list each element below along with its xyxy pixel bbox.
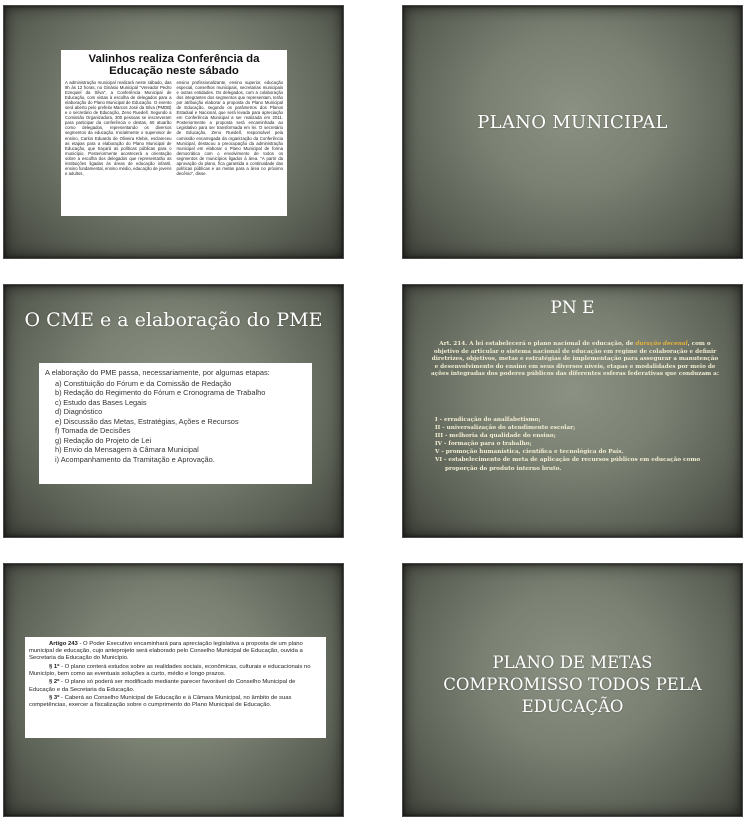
title-line: COMPROMISSO TODOS PELA: [443, 675, 702, 694]
article-214-text: [429, 341, 721, 379]
list-item: III - melhoria da qualidade do ensino;: [435, 433, 556, 440]
slide-6-thumbnail[interactable]: [402, 563, 743, 817]
pne-goals-list: [435, 416, 725, 473]
paragraph-text: - Caberá ao Conselho Municipal de Educação e à Câmara Municipal, no âmbito de suas competências, exercer a fiscalização sobre o cumprimento do Plano Municipal de Educação.: [29, 695, 292, 709]
slide-3-thumbnail[interactable]: [3, 284, 344, 538]
paragraph-2: [29, 679, 322, 693]
article-text-end: , com o objetivo de articular o sistema nacional de educação em regime de colaboração e definir diretrizes, objetivos, metas e estratégias de implementação para assegurar a manutenção e desenvolvimento do ensino em seus diversos níveis, etapas e modalidades por meio de ações integradas dos poderes públicos das diferentes esferas federativas que conduzam a:: [431, 341, 719, 378]
list-item: g) Redação do Projeto de Lei: [55, 435, 152, 445]
list-item: e) Discussão das Metas, Estratégias, Ações e Recursos: [55, 416, 239, 426]
article-label: Artigo 243: [49, 641, 78, 647]
paragraph-3: [29, 695, 322, 709]
title-line: EDUCAÇÃO: [521, 697, 624, 716]
paragraph-label: § 1º: [49, 663, 60, 670]
paragraph-text: - O plano conterá estudos sobre as realidades sociais, econômicas, culturais e educacionais no Município, bem como as eventuais soluções a curto, médio e longo prazos.: [29, 663, 311, 677]
list-item: b) Redação do Regimento do Fórum e Cronograma de Trabalho: [55, 388, 266, 398]
article-text: - O Poder Executivo encaminhará para apreciação legislativa a proposta de um plano municipal de educação, cujo anteprojeto será elaborado pelo Conselho Municipal de Educação, ouvida a Secretaria da Educação do Município.: [29, 641, 303, 662]
list-item: f) Tomada de Decisões: [55, 426, 131, 436]
slide-1-thumbnail[interactable]: [3, 5, 344, 259]
list-item: c) Estudo das Bases Legais: [55, 397, 147, 407]
list-item: h) Envio da Mensagem à Câmara Municipal: [55, 445, 199, 455]
list-item: I - erradicação do analfabetismo;: [435, 417, 541, 423]
paragraph-label: § 2º: [49, 679, 60, 686]
clipping-column-2: ensino profissionalizante, ensino superior, educação especial, conselhos municipais, secretarias municipais e outras entidades. Os delegados, com a colaboração dos integrantes dos segmentos que representam, terão por atribuição elaborar a proposta do Plano Municipal de Educação, segundo os parâmetros dos Planos Estadual e Nacional, que será levada para apreciação em Conferência Municipal a ser realizada em 2011. Posteriormente a proposta será encaminhada ao Legislativo para ser transformada em lei. O secretário de Educação, Zeno Ruedell, responsável pela comissão encarregada da organização da Conferência Municipal, destacou a preocupação da administração municipal em elaborar o Plano Municipal de forma democrática com o envolvimento de todos os segmentos de municípios ligados à área. "A partir da aprovação do plano, fica garantida a continuidade das políticas públicas e as metas para a área no próximo decênio", disse.: [176, 80, 283, 176]
clipping-headline: Valinhos realiza Conferência da Educação neste sábado: [88, 53, 260, 77]
stages-intro: A elaboração do PME passa, necessariamente, por algumas etapas:: [45, 368, 270, 377]
slide-5-thumbnail[interactable]: [3, 563, 344, 817]
stages-list: [45, 379, 306, 464]
newspaper-clipping: [61, 50, 287, 216]
list-item: d) Diagnóstico: [55, 407, 103, 417]
list-item: II - universalização do atendimento escolar;: [435, 425, 576, 432]
stages-box: [39, 363, 312, 484]
list-item: IV - formação para o trabalho;: [435, 441, 532, 448]
slide-title: PLANO MUNICIPAL: [477, 112, 668, 133]
slide-title: [403, 652, 742, 718]
article-text-start: Art. 214. A lei estabelecerá o plano nacional de educação, de: [439, 341, 636, 347]
title-line: PLANO DE METAS: [492, 653, 653, 672]
list-item: V - promoção humanística, científica e tecnológica do País.: [435, 449, 624, 456]
slide-2-thumbnail[interactable]: [402, 5, 743, 259]
paragraph-1: [29, 664, 322, 678]
list-item: VI - estabelecimento de meta de aplicação de recursos públicos em educação como proporção do produto interno bruto.: [435, 457, 701, 472]
clipping-column-1: A administração municipal realizará neste sábado, das 8h às 12 horas, no Ginásio Municipal "Vereador Pedro Ezequiel da Silva", a Conferência Municipal de Educação, com vistas à escolha de delegados para a elaboração do Plano Municipal de Educação. O evento será aberto pelo prefeito Marcos José da Silva (PMDB) e o secretário de Educação, Zeno Ruedell. Segundo a Comissão Organizadora, 300 pessoas se inscreveram para participar da conferência e destas, 60 atuarão como delegados, representando os diversos segmentos da educação. Inicialmente o supervisor de ensino, Carlos Eduardo de Oliveira Klebis, esclareceu as etapas para a elaboração do Plano Municipal de Educação, que traçará as políticas públicas para o município. Posteriormente acontecerá a orientação sobre a escolha dos delegados que representarão as instituições ligadas às áreas de educação infantil, ensino fundamental, ensino médio, educação de jovens e adultos,: [65, 80, 172, 176]
list-item: a) Constituição do Fórum e da Comissão de Redação: [55, 379, 232, 388]
paragraph-text: - O plano só poderá ser modificado mediante parecer favorável do Conselho Municipal de Educação e da Secretaria da Educação.: [29, 679, 296, 693]
paragraph-label: § 3º: [49, 695, 60, 702]
slide-4-thumbnail[interactable]: [402, 284, 743, 538]
article-paragraph: [29, 641, 322, 662]
slide-title: PN E: [550, 298, 595, 318]
list-item: i) Acompanhamento da Tramitação e Aprovação.: [55, 454, 215, 464]
slide-title: O CME e a elaboração do PME: [24, 309, 323, 331]
article-243-box: [25, 637, 326, 738]
highlighted-term: duração decenal: [635, 341, 688, 347]
